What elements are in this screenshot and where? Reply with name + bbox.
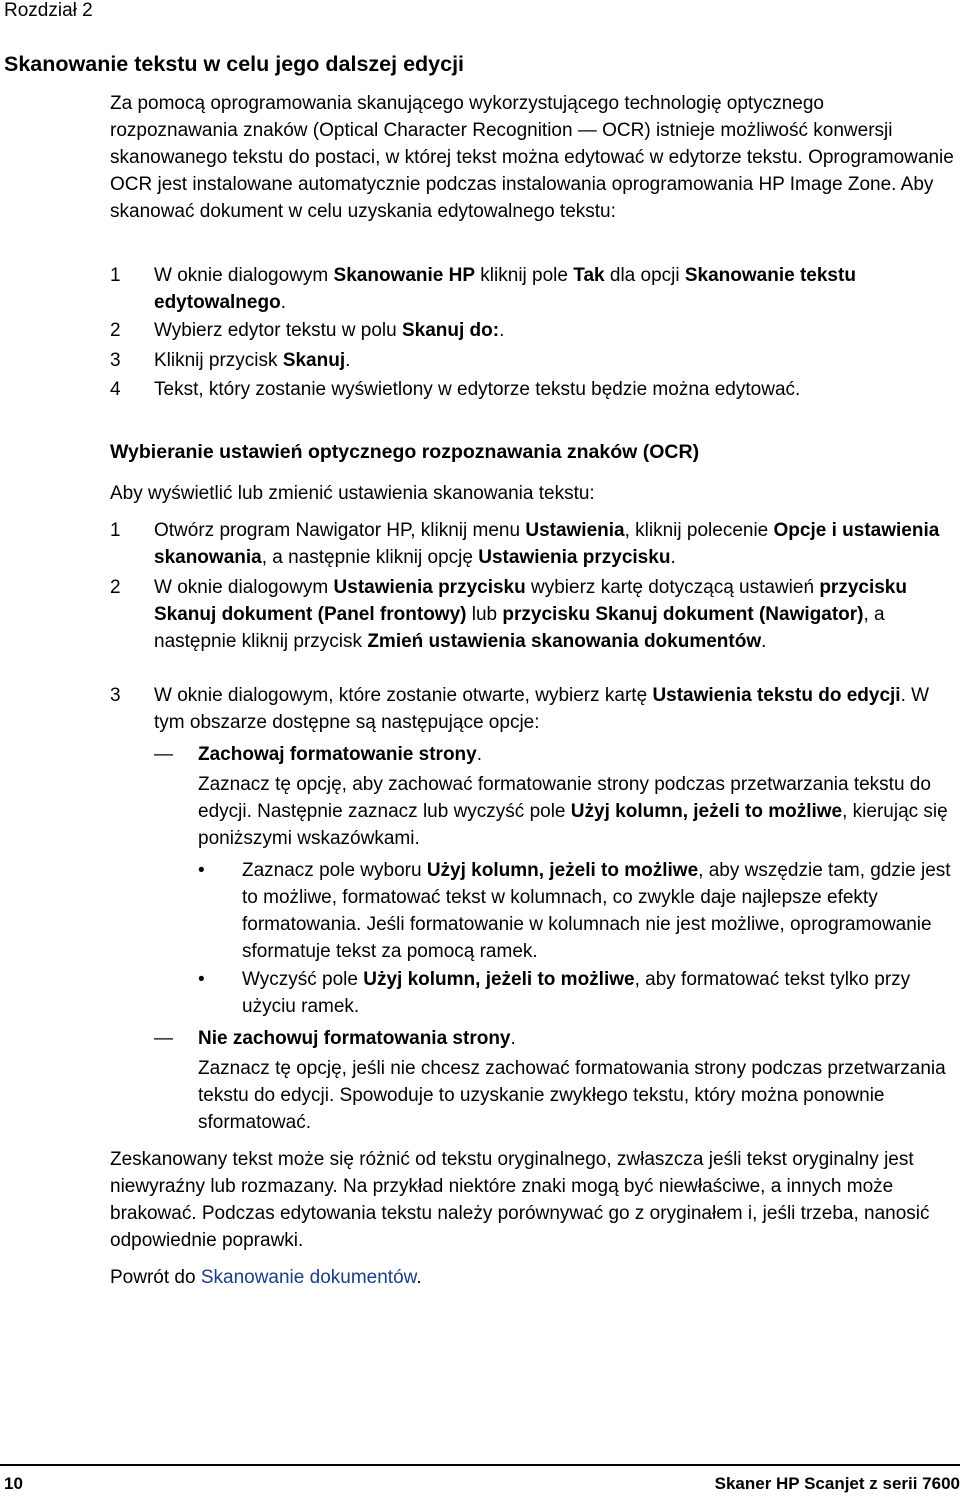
- product-name: Skaner HP Scanjet z serii 7600: [714, 1474, 960, 1493]
- option-description: Zaznacz tę opcję, aby zachować formatowanie strony podczas przetwarzania tekstu do edycji. Następnie zaznacz lub wyczyść pole Użyj kolumn, jeżeli to możliwe, kierując się poniższymi wskazówkami.: [198, 774, 948, 849]
- step-text: Otwórz program Nawigator HP, kliknij menu Ustawienia, kliknij polecenie Opcje i ustawienia skanowania, a następnie kliknij opcję Ustawienia przycisku.: [154, 520, 940, 568]
- step-text: Wybierz edytor tekstu w polu Skanuj do:.: [154, 320, 505, 341]
- subsection-title: Wybieranie ustawień optycznego rozpoznawania znaków (OCR): [110, 441, 700, 463]
- option-title: Nie zachowuj formatowania strony.: [198, 1028, 516, 1049]
- step-text: W oknie dialogowym Skanowanie HP kliknij pole Tak dla opcji Skanowanie tekstu edytowalnego.: [154, 265, 856, 313]
- back-line: Powrót do Skanowanie dokumentów.: [110, 1267, 422, 1288]
- step-number: 2: [110, 577, 121, 598]
- option-title: Zachowaj formatowanie strony.: [198, 744, 483, 765]
- step-text: Kliknij przycisk Skanuj.: [154, 350, 351, 371]
- bullet-text: Zaznacz pole wyboru Użyj kolumn, jeżeli to możliwe, aby wszędzie tam, gdzie jest to możliwe, formatować tekst w kolumnach, co zwykle daje najlepsze efekty formatowania. Jeśli formatowanie w kolumnach nie jest możliwe, oprogramowanie sformatuje tekst za pomocą ramek.: [242, 860, 951, 962]
- option-dash: —: [154, 1028, 173, 1049]
- option-dash: —: [154, 744, 173, 765]
- bullet-glyph: •: [198, 860, 205, 881]
- section-title: Skanowanie tekstu w celu jego dalszej edycji: [4, 52, 465, 76]
- step-text: W oknie dialogowym Ustawienia przycisku wybierz kartę dotyczącą ustawień przycisku Skanuj dokument (Panel frontowy) lub przycisku Skanuj dokument (Nawigator), a następnie kliknij przycisk Zmień ustawienia skanowania dokumentów.: [154, 577, 907, 652]
- subsection-intro: Aby wyświetlić lub zmienić ustawienia skanowania tekstu:: [110, 483, 595, 504]
- back-link[interactable]: Skanowanie dokumentów: [200, 1267, 417, 1288]
- page-number: 10: [4, 1474, 23, 1493]
- intro-paragraph: Za pomocą oprogramowania skanującego wykorzystującego technologię optycznego rozpoznawania znaków (Optical Character Recognition — OCR) istnieje możliwość konwersji skanowanego tekstu do postaci, w której tekst można edytować w edytorze tekstu. Oprogramowanie OCR jest instalowane automatycznie podczas instalowania oprogramowania HP Image Zone. Aby skanować dokument w celu uzyskania edytowalnego tekstu:: [110, 93, 954, 222]
- step-number: 1: [110, 265, 121, 286]
- chapter-label: Rozdział 2: [4, 0, 93, 21]
- step-text: W oknie dialogowym, które zostanie otwarte, wybierz kartę Ustawienia tekstu do edycji. W tym obszarze dostępne są następujące opcje:: [154, 685, 930, 733]
- closing-paragraph: Zeskanowany tekst może się różnić od tekstu oryginalnego, zwłaszcza jeśli tekst oryginalny jest niewyraźny lub rozmazany. Na przykład niektóre znaki mogą być niewłaściwe, a innych może brakować. Podczas edytowania tekstu należy porównywać go z oryginałem i, jeśli trzeba, nanosić odpowiednie poprawki.: [110, 1149, 930, 1251]
- bullet-glyph: •: [198, 969, 205, 990]
- bullet-text: Wyczyść pole Użyj kolumn, jeżeli to możliwe, aby formatować tekst tylko przy użyciu ramek.: [242, 969, 911, 1017]
- step-number: 3: [110, 685, 121, 706]
- step-number: 1: [110, 520, 121, 541]
- option-description: Zaznacz tę opcję, jeśli nie chcesz zachować formatowania strony podczas przetwarzania tekstu do edycji. Spowoduje to uzyskanie zwykłego tekstu, który można ponownie sformatować.: [198, 1058, 946, 1133]
- step-number: 3: [110, 350, 121, 371]
- footer-rule: [0, 1464, 960, 1466]
- step-text: Tekst, który zostanie wyświetlony w edytorze tekstu będzie można edytować.: [154, 379, 801, 400]
- step-number: 4: [110, 379, 121, 400]
- step-number: 2: [110, 320, 121, 341]
